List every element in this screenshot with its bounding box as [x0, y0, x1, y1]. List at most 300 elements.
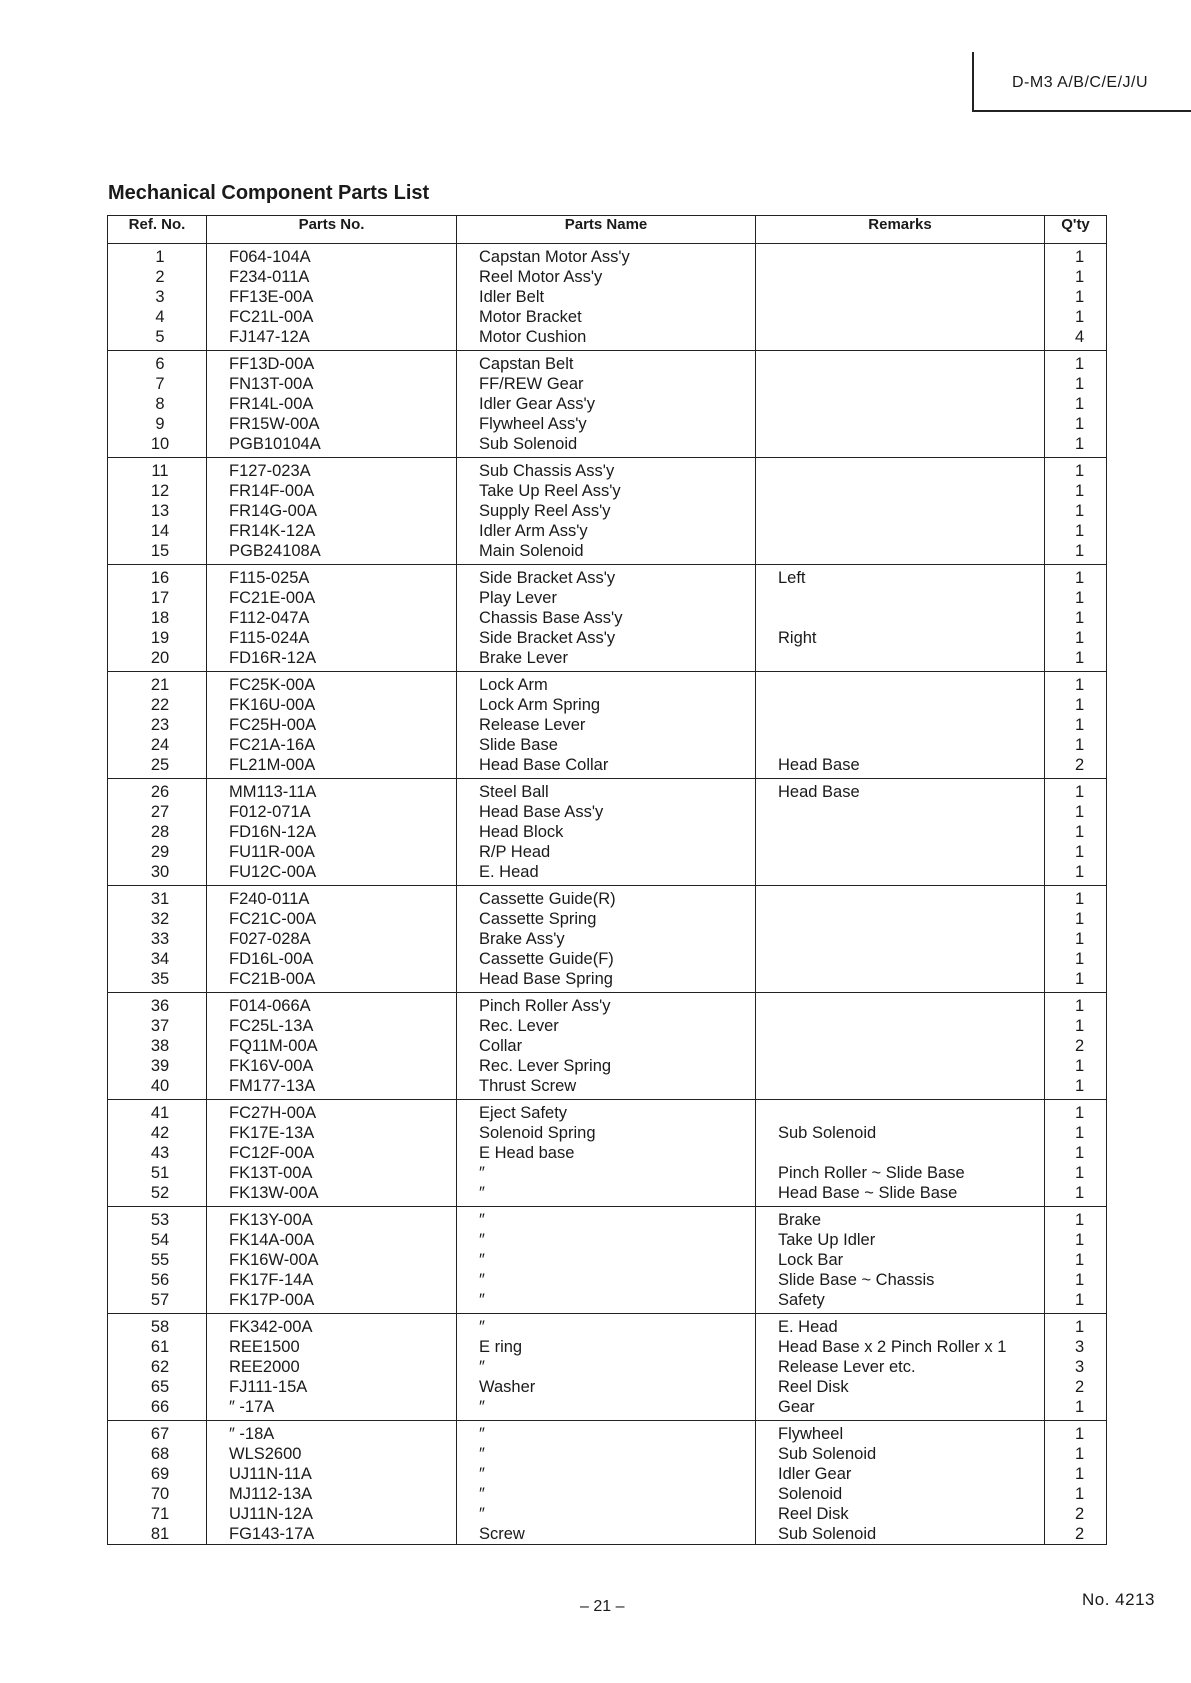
- remarks: [756, 1076, 1044, 1096]
- ref-no: 52: [150, 1184, 170, 1202]
- part-name-cell: [457, 244, 756, 351]
- part-no-cell: [207, 886, 457, 993]
- model-header-box: [972, 52, 1191, 112]
- ref-no: 31: [150, 890, 170, 908]
- table-row-group: [108, 1314, 1107, 1421]
- remarks: [756, 1143, 1044, 1163]
- ref-no: 54: [150, 1231, 170, 1249]
- part-name: Thrust Screw: [479, 1077, 577, 1095]
- part-name: Motor Bracket: [479, 308, 582, 326]
- remarks: [756, 521, 1044, 541]
- remarks: [756, 969, 1044, 989]
- qty: 1: [1075, 288, 1085, 306]
- ref-no: 69: [150, 1465, 170, 1483]
- part-name-cell: [457, 1100, 756, 1207]
- qty: 1: [1075, 910, 1085, 928]
- qty: 1: [1075, 395, 1085, 413]
- part-no: FK17E-13A: [229, 1124, 315, 1142]
- qty: 1: [1075, 355, 1085, 373]
- remarks: Solenoid: [778, 1485, 843, 1503]
- part-name: Head Block: [479, 823, 564, 841]
- part-no: FF13E-00A: [229, 288, 314, 306]
- parts-table: [107, 215, 1107, 1545]
- qty-cell: [1045, 779, 1107, 886]
- part-name-cell: [457, 458, 756, 565]
- part-name-cell: [457, 779, 756, 886]
- part-name: Take Up Reel Ass'y: [479, 482, 621, 500]
- ref-no-cell: [108, 993, 207, 1100]
- remarks: E. Head: [778, 1318, 838, 1336]
- part-no: REE1500: [229, 1338, 300, 1356]
- qty: 2: [1075, 1505, 1085, 1523]
- qty: 1: [1075, 248, 1085, 266]
- part-no: FK342-00A: [229, 1318, 313, 1336]
- ref-no: 66: [150, 1398, 170, 1416]
- ref-no: 40: [150, 1077, 170, 1095]
- part-name-cell: [457, 886, 756, 993]
- ref-no: 35: [150, 970, 170, 988]
- qty-cell: [1045, 1421, 1107, 1545]
- qty: 1: [1075, 462, 1085, 480]
- part-name: Reel Motor Ass'y: [479, 268, 603, 286]
- part-no: FK17F-14A: [229, 1271, 314, 1289]
- ref-no: 28: [150, 823, 170, 841]
- part-no: REE2000: [229, 1358, 300, 1376]
- part-name: Brake Ass'y: [479, 930, 565, 948]
- part-name: Rec. Lever Spring: [479, 1057, 612, 1075]
- remarks: [756, 842, 1044, 862]
- part-no: FC25K-00A: [229, 676, 316, 694]
- ref-no: 3: [155, 288, 165, 306]
- remarks: [756, 929, 1044, 949]
- ref-no: 17: [150, 589, 170, 607]
- part-name: Lock Arm Spring: [479, 696, 601, 714]
- remarks-cell: [756, 1207, 1045, 1314]
- part-no: F115-024A: [229, 629, 310, 647]
- qty-cell: [1045, 351, 1107, 458]
- col-header-ref: Ref. No.: [108, 216, 207, 244]
- ref-no: 30: [150, 863, 170, 881]
- part-no: FR14G-00A: [229, 502, 318, 520]
- ref-no: 71: [150, 1505, 170, 1523]
- table-header-row: [108, 216, 1107, 244]
- part-no: PGB10104A: [229, 435, 321, 453]
- ref-no: 61: [150, 1338, 170, 1356]
- part-name-cell: [457, 351, 756, 458]
- part-name: E. Head: [479, 863, 539, 881]
- part-no: FG143-17A: [229, 1525, 315, 1543]
- part-name: Cassette Spring: [479, 910, 597, 928]
- qty: 1: [1075, 1231, 1085, 1249]
- part-no-cell: [207, 244, 457, 351]
- part-name: Pinch Roller Ass'y: [479, 997, 611, 1015]
- remarks-cell: [756, 779, 1045, 886]
- qty: 1: [1075, 950, 1085, 968]
- qty: 1: [1075, 375, 1085, 393]
- part-name: E Head base: [479, 1144, 575, 1162]
- part-name: Supply Reel Ass'y: [479, 502, 611, 520]
- remarks: [756, 608, 1044, 628]
- remarks: [756, 735, 1044, 755]
- qty: 1: [1075, 696, 1085, 714]
- qty: 1: [1075, 803, 1085, 821]
- part-name: ″: [479, 1211, 485, 1229]
- ref-no: 56: [150, 1271, 170, 1289]
- part-name-cell: [457, 672, 756, 779]
- part-name-cell: [457, 993, 756, 1100]
- ref-no: 15: [150, 542, 170, 560]
- part-name: Head Base Ass'y: [479, 803, 604, 821]
- part-name: Cassette Guide(F): [479, 950, 614, 968]
- part-name: Side Bracket Ass'y: [479, 629, 616, 647]
- table-row-group: [108, 1207, 1107, 1314]
- part-no: FK14A-00A: [229, 1231, 315, 1249]
- qty: 1: [1075, 863, 1085, 881]
- ref-no: 24: [150, 736, 170, 754]
- qty: 1: [1075, 1184, 1085, 1202]
- ref-no: 43: [150, 1144, 170, 1162]
- remarks: Take Up Idler: [778, 1231, 876, 1249]
- qty: 1: [1075, 482, 1085, 500]
- table-row-group: [108, 672, 1107, 779]
- remarks: [756, 501, 1044, 521]
- qty: 1: [1075, 522, 1085, 540]
- qty: 1: [1075, 308, 1085, 326]
- ref-no: 11: [151, 462, 169, 480]
- qty-cell: [1045, 565, 1107, 672]
- part-name: Capstan Motor Ass'y: [479, 248, 630, 266]
- qty: 1: [1075, 268, 1085, 286]
- part-no: FK16U-00A: [229, 696, 316, 714]
- qty: 1: [1075, 1425, 1085, 1443]
- remarks: [756, 695, 1044, 715]
- part-no: UJ11N-11A: [229, 1465, 312, 1483]
- qty: 1: [1075, 589, 1085, 607]
- ref-no: 29: [150, 843, 170, 861]
- qty: 3: [1075, 1338, 1085, 1356]
- part-name: ″: [479, 1425, 485, 1443]
- qty: 2: [1075, 1037, 1085, 1055]
- ref-no-cell: [108, 672, 207, 779]
- part-name: Head Base Spring: [479, 970, 613, 988]
- remarks: Gear: [778, 1398, 815, 1416]
- remarks: [756, 541, 1044, 561]
- qty-cell: [1045, 458, 1107, 565]
- remarks: [756, 327, 1044, 347]
- part-name-cell: [457, 1314, 756, 1421]
- ref-no: 25: [150, 756, 170, 774]
- remarks: [756, 287, 1044, 307]
- qty-cell: [1045, 993, 1107, 1100]
- qty: 1: [1075, 1164, 1085, 1182]
- remarks-cell: [756, 244, 1045, 351]
- qty: 1: [1075, 997, 1085, 1015]
- part-no: ″ -17A: [229, 1398, 275, 1416]
- part-no: FR14K-12A: [229, 522, 316, 540]
- ref-no-cell: [108, 244, 207, 351]
- part-no-cell: [207, 351, 457, 458]
- part-no: PGB24108A: [229, 542, 321, 560]
- part-no: FK16V-00A: [229, 1057, 314, 1075]
- part-no: FK13Y-00A: [229, 1211, 313, 1229]
- part-name: Flywheel Ass'y: [479, 415, 587, 433]
- qty: 1: [1075, 676, 1085, 694]
- ref-no: 12: [150, 482, 170, 500]
- ref-no-cell: [108, 1100, 207, 1207]
- part-no: F012-071A: [229, 803, 311, 821]
- ref-no-cell: [108, 351, 207, 458]
- part-no: FD16L-00A: [229, 950, 314, 968]
- remarks: [756, 307, 1044, 327]
- table-row-group: [108, 779, 1107, 886]
- remarks: Head Base: [778, 756, 860, 774]
- remarks-cell: [756, 672, 1045, 779]
- qty-cell: [1045, 886, 1107, 993]
- qty-cell: [1045, 244, 1107, 351]
- part-name: Rec. Lever: [479, 1017, 559, 1035]
- remarks: Slide Base ~ Chassis: [778, 1271, 935, 1289]
- ref-no: 2: [155, 268, 165, 286]
- remarks: [756, 648, 1044, 668]
- col-header-part: Parts No.: [207, 216, 457, 244]
- part-name: ″: [479, 1398, 485, 1416]
- ref-no: 36: [150, 997, 170, 1015]
- ref-no: 70: [150, 1485, 170, 1503]
- ref-no: 26: [150, 783, 170, 801]
- part-no-cell: [207, 779, 457, 886]
- part-name: Cassette Guide(R): [479, 890, 616, 908]
- part-no: FJ111-15A: [229, 1378, 308, 1396]
- qty: 1: [1075, 736, 1085, 754]
- ref-no-cell: [108, 779, 207, 886]
- ref-no: 19: [150, 629, 170, 647]
- part-no: FD16N-12A: [229, 823, 317, 841]
- part-no: F027-028A: [229, 930, 311, 948]
- qty: 1: [1075, 1271, 1085, 1289]
- qty: 1: [1075, 1318, 1085, 1336]
- qty: 2: [1075, 1378, 1085, 1396]
- qty: 1: [1075, 1291, 1085, 1309]
- part-no-cell: [207, 672, 457, 779]
- qty: 1: [1075, 649, 1085, 667]
- remarks: Brake: [778, 1211, 822, 1229]
- part-no: FR14F-00A: [229, 482, 315, 500]
- part-no: FU11R-00A: [229, 843, 315, 861]
- remarks: [756, 1016, 1044, 1036]
- ref-no: 4: [155, 308, 165, 326]
- part-no: FD16R-12A: [229, 649, 317, 667]
- remarks: [756, 247, 1044, 267]
- ref-no: 41: [150, 1104, 170, 1122]
- ref-no: 21: [150, 676, 170, 694]
- ref-no: 58: [150, 1318, 170, 1336]
- table-row-group: [108, 351, 1107, 458]
- part-no-cell: [207, 993, 457, 1100]
- part-name: ″: [479, 1358, 485, 1376]
- part-name: ″: [479, 1445, 485, 1463]
- part-name: ″: [479, 1251, 485, 1269]
- qty: 1: [1075, 502, 1085, 520]
- part-name: ″: [479, 1271, 485, 1289]
- remarks: [756, 949, 1044, 969]
- part-name: ″: [479, 1231, 485, 1249]
- qty: 1: [1075, 1144, 1085, 1162]
- qty: 1: [1075, 843, 1085, 861]
- qty: 1: [1075, 890, 1085, 908]
- ref-no: 16: [150, 569, 170, 587]
- part-no-cell: [207, 1100, 457, 1207]
- part-no: FN13T-00A: [229, 375, 314, 393]
- qty: 2: [1075, 756, 1085, 774]
- qty: 1: [1075, 1251, 1085, 1269]
- ref-no: 23: [150, 716, 170, 734]
- part-no: FU12C-00A: [229, 863, 317, 881]
- part-no-cell: [207, 1421, 457, 1545]
- part-no: FF13D-00A: [229, 355, 315, 373]
- remarks: [756, 461, 1044, 481]
- remarks: Left: [778, 569, 806, 587]
- part-no: FJ147-12A: [229, 328, 310, 346]
- remarks: Reel Disk: [778, 1505, 849, 1523]
- model-number: D-M3 A/B/C/E/J/U: [1012, 74, 1149, 91]
- page-number: – 21 –: [580, 1598, 625, 1615]
- ref-no: 10: [150, 435, 170, 453]
- part-name: ″: [479, 1465, 485, 1483]
- qty: 1: [1075, 930, 1085, 948]
- remarks: [756, 434, 1044, 454]
- ref-no-cell: [108, 886, 207, 993]
- part-name: ″: [479, 1184, 485, 1202]
- table-row-group: [108, 244, 1107, 351]
- col-header-name: Parts Name: [457, 216, 756, 244]
- qty: 1: [1075, 970, 1085, 988]
- ref-no: 68: [150, 1445, 170, 1463]
- table-row-group: [108, 886, 1107, 993]
- part-name: Steel Ball: [479, 783, 549, 801]
- page-title: Mechanical Component Parts List: [108, 182, 430, 204]
- table-row-group: [108, 458, 1107, 565]
- part-name: ″: [479, 1291, 485, 1309]
- part-name: Lock Arm: [479, 676, 548, 694]
- part-no-cell: [207, 1207, 457, 1314]
- remarks: [756, 354, 1044, 374]
- ref-no: 6: [155, 355, 165, 373]
- part-no: FM177-13A: [229, 1077, 316, 1095]
- part-name: Idler Gear Ass'y: [479, 395, 595, 413]
- remarks-cell: [756, 1100, 1045, 1207]
- ref-no: 32: [150, 910, 170, 928]
- remarks: [756, 862, 1044, 882]
- ref-no: 81: [150, 1525, 170, 1543]
- qty: 1: [1075, 609, 1085, 627]
- qty: 1: [1075, 1398, 1085, 1416]
- qty: 1: [1075, 783, 1085, 801]
- remarks-cell: [756, 993, 1045, 1100]
- parts-table-body: [108, 244, 1107, 1545]
- document-number: No. 4213: [1082, 1590, 1155, 1609]
- part-name: Side Bracket Ass'y: [479, 569, 616, 587]
- table-row-group: [108, 993, 1107, 1100]
- part-no: FQ11M-00A: [229, 1037, 318, 1055]
- qty: 1: [1075, 1465, 1085, 1483]
- ref-no: 62: [150, 1358, 170, 1376]
- ref-no: 20: [150, 649, 170, 667]
- part-name: Idler Arm Ass'y: [479, 522, 588, 540]
- part-no: FK13W-00A: [229, 1184, 319, 1202]
- qty: 1: [1075, 1104, 1085, 1122]
- part-no: UJ11N-12A: [229, 1505, 314, 1523]
- part-name: Slide Base: [479, 736, 558, 754]
- qty: 1: [1075, 1485, 1085, 1503]
- part-name: FF/REW Gear: [479, 375, 584, 393]
- remarks: [756, 996, 1044, 1016]
- part-no: F115-025A: [229, 569, 310, 587]
- part-no: FC21C-00A: [229, 910, 317, 928]
- ref-no: 67: [150, 1425, 170, 1443]
- ref-no-cell: [108, 458, 207, 565]
- part-name: Play Lever: [479, 589, 557, 607]
- remarks: Flywheel: [778, 1425, 844, 1443]
- remarks: [756, 1103, 1044, 1123]
- ref-no: 13: [150, 502, 170, 520]
- part-name: Main Solenoid: [479, 542, 584, 560]
- qty: 1: [1075, 1017, 1085, 1035]
- qty: 1: [1075, 415, 1085, 433]
- part-no: FR14L-00A: [229, 395, 314, 413]
- ref-no: 18: [150, 609, 170, 627]
- ref-no: 34: [150, 950, 170, 968]
- part-no: FC27H-00A: [229, 1104, 317, 1122]
- remarks: Sub Solenoid: [778, 1445, 877, 1463]
- remarks: [756, 715, 1044, 735]
- remarks: Idler Gear: [778, 1465, 852, 1483]
- col-header-qty: Q'ty: [1045, 216, 1107, 244]
- part-name: Release Lever: [479, 716, 586, 734]
- part-no-cell: [207, 458, 457, 565]
- remarks: [756, 1036, 1044, 1056]
- qty: 1: [1075, 823, 1085, 841]
- part-name: ″: [479, 1318, 485, 1336]
- remarks-cell: [756, 1314, 1045, 1421]
- remarks: [756, 802, 1044, 822]
- ref-no: 39: [150, 1057, 170, 1075]
- part-no: FC21L-00A: [229, 308, 314, 326]
- part-no: FC21E-00A: [229, 589, 316, 607]
- ref-no: 42: [150, 1124, 170, 1142]
- remarks: Head Base: [778, 783, 860, 801]
- ref-no-cell: [108, 1207, 207, 1314]
- qty: 1: [1075, 569, 1085, 587]
- qty: 1: [1075, 716, 1085, 734]
- qty: 3: [1075, 1358, 1085, 1376]
- part-no-cell: [207, 565, 457, 672]
- ref-no-cell: [108, 565, 207, 672]
- table-row-group: [108, 1421, 1107, 1545]
- part-no: FK17P-00A: [229, 1291, 315, 1309]
- qty: 1: [1075, 1057, 1085, 1075]
- part-name: Washer: [479, 1378, 536, 1396]
- remarks-cell: [756, 1421, 1045, 1545]
- part-no: F112-047A: [229, 609, 310, 627]
- part-name: Brake Lever: [479, 649, 568, 667]
- part-name: Chassis Base Ass'y: [479, 609, 623, 627]
- part-no: F240-011A: [229, 890, 310, 908]
- ref-no: 37: [150, 1017, 170, 1035]
- qty: 1: [1075, 435, 1085, 453]
- ref-no: 27: [150, 803, 170, 821]
- qty-cell: [1045, 1314, 1107, 1421]
- remarks: Release Lever etc.: [778, 1358, 916, 1376]
